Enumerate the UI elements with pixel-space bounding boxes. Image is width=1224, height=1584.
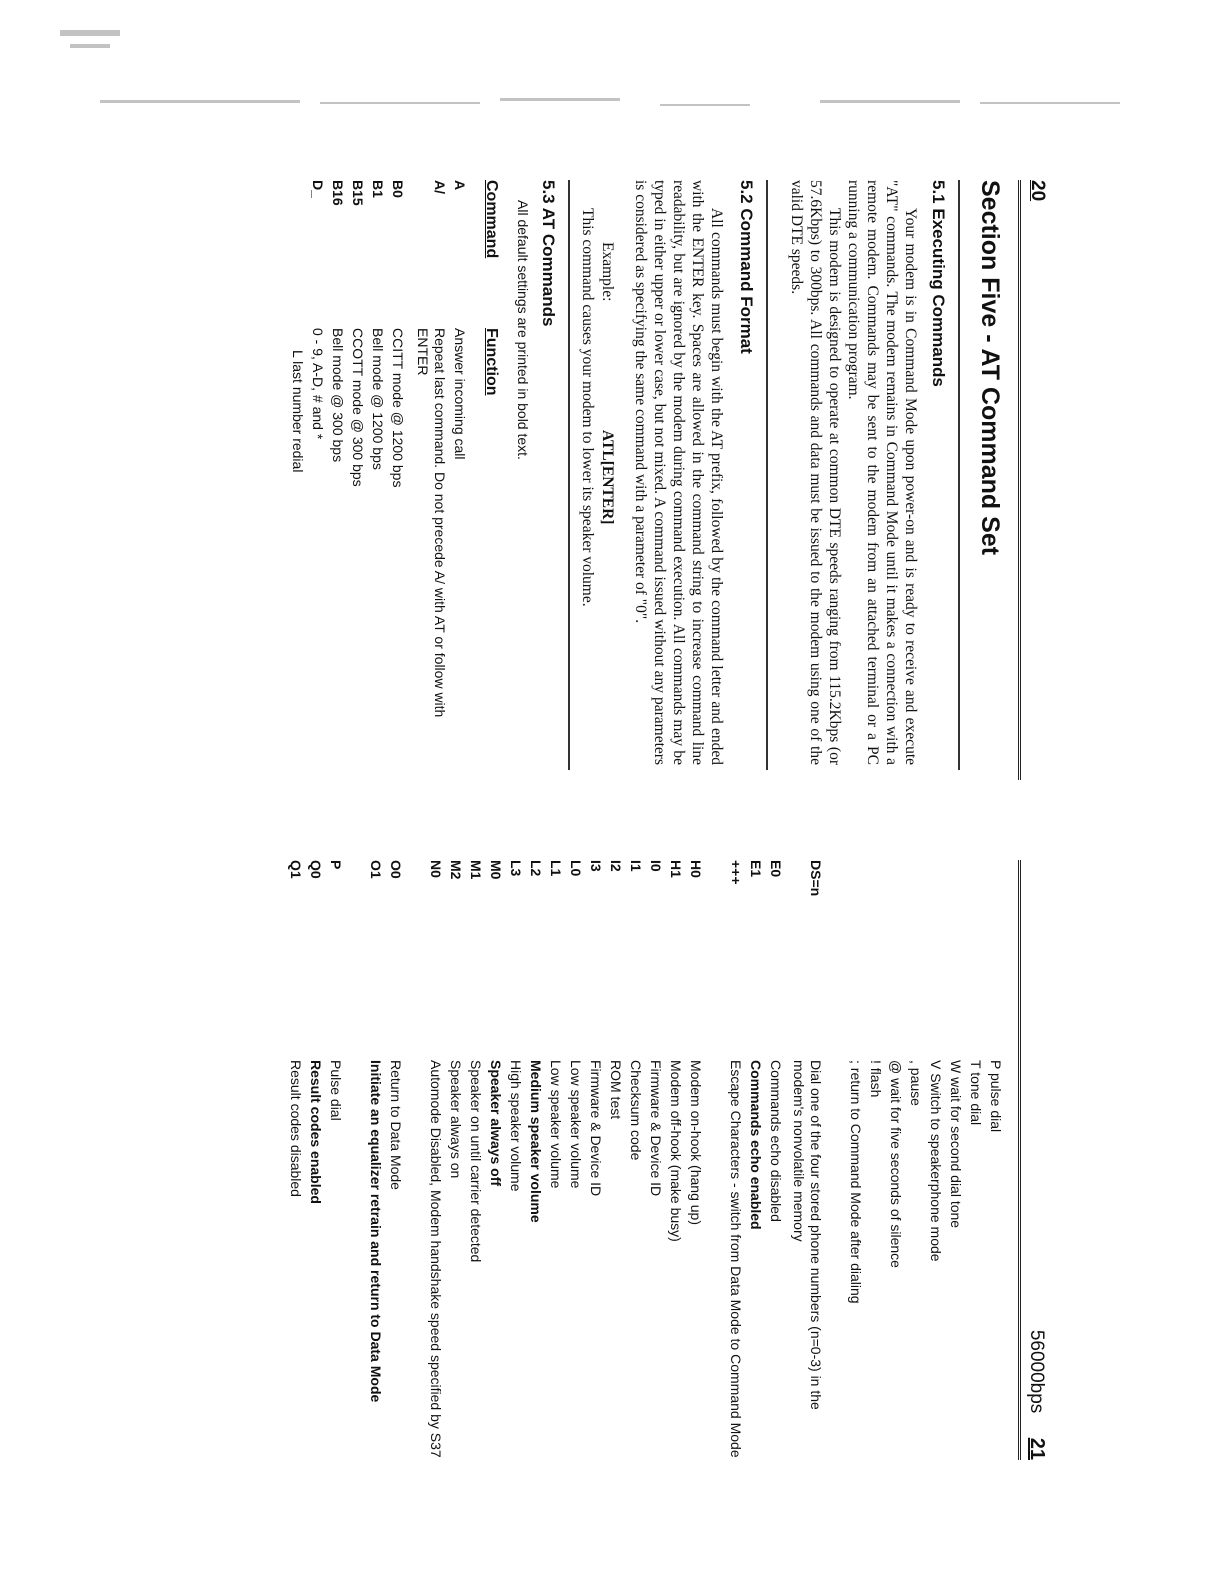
- command-code: B15: [350, 180, 366, 206]
- command-code: N0: [428, 860, 444, 878]
- command-function: Speaker on until carrier detected: [468, 1060, 484, 1263]
- heading-5-3: 5.3 AT Commands: [539, 180, 558, 327]
- command-code: L0: [568, 860, 584, 877]
- command-function: Modem off-hook (make busy): [668, 1060, 684, 1242]
- top-rule: [1018, 180, 1021, 780]
- command-function: ROM test: [608, 1060, 624, 1120]
- command-function: Firmware & Device ID: [648, 1060, 664, 1197]
- command-code: Q0: [308, 860, 324, 879]
- command-code: D_: [310, 180, 326, 198]
- command-code: +++: [728, 860, 744, 885]
- command-function: Result codes enabled: [308, 1060, 324, 1204]
- command-code: Q1: [288, 860, 304, 879]
- command-function: High speaker volume: [508, 1060, 524, 1192]
- example-description: This command causes your modem to lower its speaker volume.: [579, 208, 596, 607]
- rotated-spread: [148, 180, 1048, 1468]
- heading-5-1: 5.1 Executing Commands: [929, 180, 948, 387]
- example-command: ATL[ENTER]: [599, 430, 616, 525]
- page-header-right: [1025, 1330, 1048, 1460]
- command-code: B1: [370, 180, 386, 198]
- command-function: P pulse dial: [988, 1060, 1004, 1133]
- command-code: E0: [768, 860, 784, 878]
- command-code: I0: [648, 860, 664, 872]
- divider: [568, 180, 570, 770]
- section-title: Section Five - AT Command Set: [976, 180, 1004, 556]
- page-number-left: 20: [1027, 180, 1048, 202]
- command-code: E1: [748, 860, 764, 878]
- heading-5-2: 5.2 Command Format: [737, 180, 756, 354]
- command-function: Bell mode @ 300 bps: [330, 328, 346, 463]
- defaults-note: All default settings are printed in bold text.: [515, 200, 531, 460]
- command-function: @ wait for five seconds of silence: [888, 1060, 904, 1268]
- command-function: Dial one of the four stored phone numbers (n=0-3) in the modem's nonvolatile memory: [791, 1060, 824, 1410]
- command-code: L3: [508, 860, 524, 877]
- paragraph-text: All commands must begin with the AT prefix, followed by the command letter and ended with the ENTER key. Spaces are allowed in the command string to increase command line readability, but are ignored by the modem during command execution. All commands may be typed in either upper or lower case, but not mixed. A command issued without any parameters is considered as specifying the same command with a parameter of "0".: [632, 180, 725, 765]
- command-code: M0: [488, 860, 504, 880]
- command-code: I1: [628, 860, 644, 872]
- command-code: H1: [668, 860, 684, 878]
- command-function: CCITT mode @ 1200 bps: [390, 328, 406, 488]
- command-code: M1: [468, 860, 484, 880]
- command-code: I2: [608, 860, 624, 872]
- command-function: Repeat last command. Do not precede A/ with AT or follow with ENTER: [415, 328, 448, 718]
- command-function: Low speaker volume: [548, 1060, 564, 1189]
- column-header-function: Function: [483, 328, 500, 396]
- command-code: O1: [368, 860, 384, 879]
- command-code: B16: [330, 180, 346, 206]
- command-code: B0: [390, 180, 406, 198]
- command-function: Initiate an equalizer retrain and return to Data Mode: [368, 1060, 384, 1403]
- command-function: T tone dial: [968, 1060, 984, 1126]
- command-function: Escape Characters - switch from Data Mode to Command Mode: [728, 1060, 744, 1458]
- command-function: CCOTT mode @ 300 bps: [350, 328, 366, 487]
- page-number-right: 21: [1026, 1437, 1048, 1460]
- command-function: Commands echo disabled: [768, 1060, 784, 1222]
- command-function: Commands echo enabled: [748, 1060, 764, 1230]
- command-function: 0 - 9, A-D, # and *: [310, 328, 326, 440]
- modem-speed: 56000bps: [1026, 1329, 1047, 1414]
- command-code: A: [452, 180, 468, 191]
- command-function: W wait for second dial tone: [948, 1060, 964, 1229]
- command-function: Automode Disabled, Modem handshake speed specified by S37: [428, 1060, 444, 1458]
- command-code: DS=n: [808, 860, 824, 897]
- command-function: Answer incoming call: [452, 328, 468, 460]
- command-code: L1: [548, 860, 564, 877]
- command-code: L2: [528, 860, 544, 877]
- command-function: V Switch to speakerphone mode: [928, 1060, 944, 1262]
- command-code: I3: [588, 860, 604, 872]
- command-function: Modem on-hook (hang up): [688, 1060, 704, 1225]
- command-function: Speaker always on: [448, 1060, 464, 1179]
- paragraph-executing: [787, 180, 920, 765]
- command-function: Checksum code: [628, 1060, 644, 1161]
- scan-noise: [60, 20, 1180, 130]
- paragraph-format: [631, 180, 726, 765]
- command-code: M2: [448, 860, 464, 880]
- command-function: Pulse dial: [328, 1060, 344, 1121]
- divider: [766, 180, 768, 770]
- top-rule: [1018, 860, 1021, 1460]
- command-function: ; return to Command Mode after dialing: [848, 1060, 864, 1304]
- command-code: O0: [388, 860, 404, 879]
- command-function: Medium speaker volume: [528, 1060, 544, 1223]
- command-code: H0: [688, 860, 704, 878]
- command-function: Return to Data Mode: [388, 1060, 404, 1190]
- command-function: , pause: [908, 1060, 924, 1106]
- command-function: Speaker always off: [488, 1060, 504, 1187]
- command-function: ! flash: [868, 1060, 884, 1098]
- command-function: L last number redial: [290, 350, 306, 473]
- command-function: Bell mode @ 1200 bps: [370, 328, 386, 470]
- command-function: Result codes disabled: [288, 1060, 304, 1197]
- example-label: Example:: [599, 242, 616, 302]
- command-function: Low speaker volume: [568, 1060, 584, 1189]
- command-code: A/: [432, 180, 448, 194]
- paragraph-text: This modem is designed to operate at common DTE speeds ranging from 115.2Kbps (or 57.6Kbps) to 300bps. All commands and data must be issued to the modem using one of the valid DTE speeds.: [788, 180, 843, 765]
- command-function: Firmware & Device ID: [588, 1060, 604, 1197]
- command-code: P: [328, 860, 344, 870]
- paragraph-text: Your modem is in Command Mode upon power-on and is ready to receive and execute "AT" commands. The modem remains in Command Mode until it makes a connection with a remote modem. Commands may be sent to the modem from an attached terminal or a PC running a communication program.: [845, 180, 919, 765]
- column-header-command: Command: [483, 180, 500, 259]
- divider: [958, 180, 960, 770]
